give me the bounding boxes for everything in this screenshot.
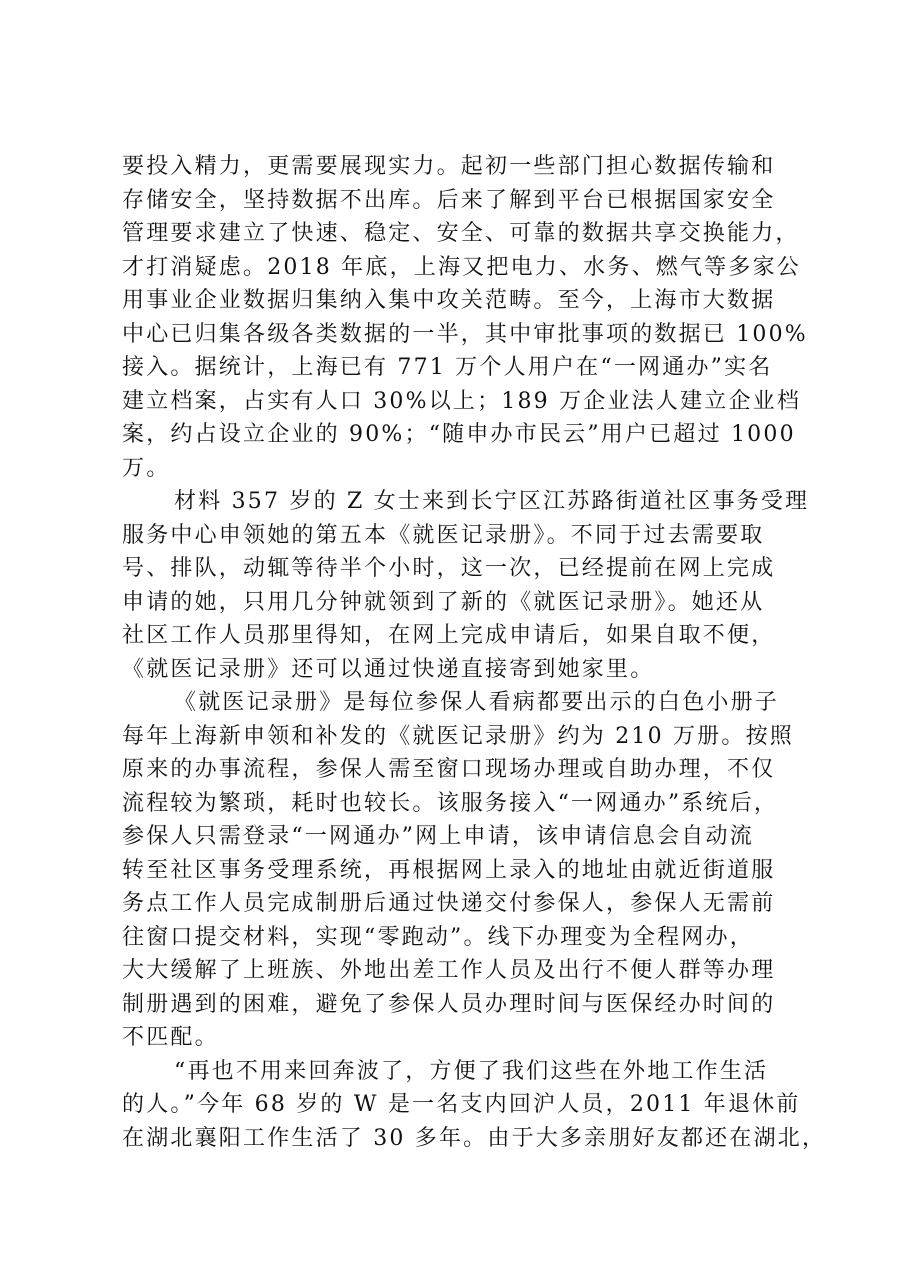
text-line-indented: “再也不用来回奔波了，方便了我们这些在外地工作生活 [174, 1058, 769, 1084]
text-line: 接入。据统计，上海已有 771 万个人用户在“一网通办”实名 [122, 355, 773, 380]
text-line-indented: 《就医记录册》是每位参保人看病都要出示的白色小册子 [174, 690, 780, 715]
paragraph-3 [122, 686, 802, 1055]
text-line: 社区工作人员那里得知，在网上完成申请后，如果自取不便， [122, 623, 776, 648]
text-line: 案，约占设立企业的 90%；“随申办市民云”用户已超过 1000 [122, 422, 796, 447]
text-line: 不匹配。 [122, 1025, 219, 1050]
text-line: 转至社区事务受理系统，再根据网上录入的地址由就近街道服 [122, 857, 776, 883]
text-line: 原来的办事流程，参保人需至窗口现场办理或自助办理，不仅 [122, 757, 776, 782]
text-line: 往窗口提交材料，实现“零跑动”。线下办理变为全程网办， [122, 924, 754, 950]
text-line: 制册遇到的困难，避免了参保人员办理时间与医保经办时间的 [122, 991, 776, 1017]
text-line: 申请的她，只用几分钟就领到了新的《就医记录册》。她还从 [122, 589, 765, 615]
text-line: 管理要求建立了快速、稳定、安全、可靠的数据共享交换能力， [122, 221, 800, 246]
text-line: 每年上海新申领和补发的《就医记录册》约为 210 万册。按照 [122, 723, 794, 749]
text-line: 流程较为繁琐，耗时也较长。该服务接入“一网通办”系统后， [122, 790, 779, 816]
text-line: 存储安全，坚持数据不出库。后来了解到平台已根据国家安全 [122, 187, 776, 213]
text-line: 在湖北襄阳工作生活了 30 多年。由于大多亲朋好友都还在湖北， [122, 1125, 827, 1151]
text-line: 参保人只需登录“一网通办”网上申请，该申请信息会自动流 [122, 824, 754, 849]
text-line: 大大缓解了上班族、外地出差工作人员及出行不便人群等办理 [122, 958, 776, 983]
text-line: 才打消疑虑。2018 年底，上海又把电力、水务、燃气等多家公 [122, 254, 801, 280]
text-line: 务点工作人员完成制册后通过快递交付参保人，参保人无需前 [122, 891, 776, 916]
paragraph-1 [122, 150, 808, 485]
document-page [122, 150, 827, 1155]
text-line: 要投入精力，更需要展现实力。起初一些部门担心数据传输和 [122, 154, 776, 179]
text-line: 《就医记录册》还可以通过快递直接寄到她家里。 [122, 656, 655, 682]
text-line: 号、排队，动辄等待半个小时，这一次，已经提前在网上完成 [122, 556, 776, 581]
text-line: 万。 [122, 455, 171, 481]
text-line: 服务中心申领她的第五本《就医记录册》。不同于过去需要取 [122, 522, 765, 548]
paragraph-2 [122, 485, 810, 686]
text-line: 用事业企业数据归集纳入集中攻关范畴。至今，上海市大数据 [122, 288, 776, 313]
text-line: 的人。”今年 68 岁的 W 是一名支内回沪人员，2011 年退休前 [122, 1092, 801, 1117]
text-line-indented: 材料 357 岁的 Z 女士来到长宁区江苏路街道社区事务受理 [174, 489, 810, 514]
text-line: 建立档案，占实有人口 30%以上；189 万企业法人建立企业档 [122, 388, 802, 414]
paragraph-4 [122, 1055, 827, 1156]
text-line: 中心已归集各级各类数据的一半，其中审批事项的数据已 100% [122, 321, 808, 347]
